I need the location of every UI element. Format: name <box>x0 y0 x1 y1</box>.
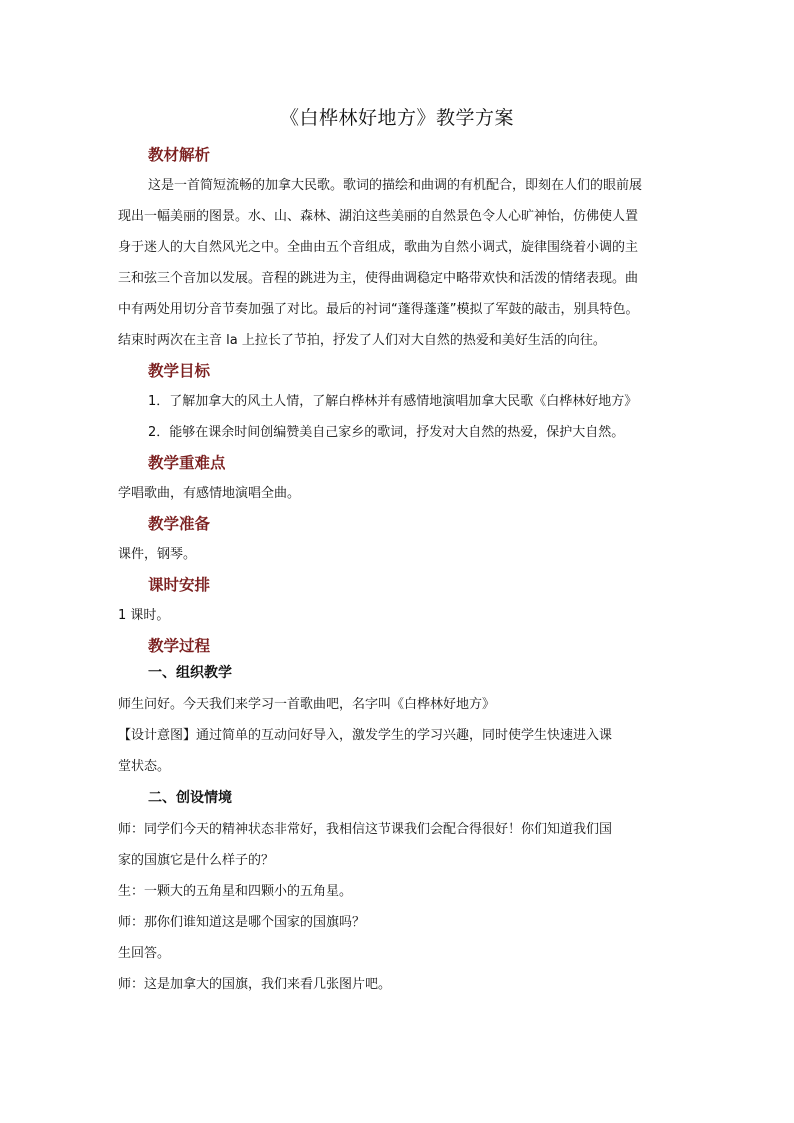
part1-design-line-2: 堂状态。 <box>118 759 171 774</box>
heading-teaching-goals: 教学目标 <box>148 362 211 380</box>
material-line-1: 这是一首简短流畅的加拿大民歌。歌词的描绘和曲调的有机配合，即刻在人们的眼前展 <box>148 178 643 193</box>
goal-item-2: 2．能够在课余时间创编赞美自己家乡的歌词，抒发对大自然的热爱，保护大自然。 <box>148 425 625 440</box>
heading-preparation: 教学准备 <box>148 515 211 533</box>
material-line-4: 三和弦三个音加以发展。音程的跳进为主，使得曲调稳定中略带欢快和活泼的情绪表现。曲 <box>118 271 639 286</box>
part2-teacher-1-line-2: 家的国旗它是什么样子的？ <box>118 853 275 868</box>
document-body <box>118 140 680 1000</box>
heading-part-2: 二、创设情境 <box>148 790 232 806</box>
schedule-text: 1 课时。 <box>118 608 170 623</box>
document-title: 《白桦林好地方》教学方案 <box>279 107 514 129</box>
heading-teaching-process: 教学过程 <box>148 637 211 655</box>
material-line-3: 身于迷人的大自然风光之中。全曲由五个音组成，歌曲为自然小调式，旋律围绕着小调的主 <box>118 240 639 255</box>
heading-material-analysis: 教材解析 <box>148 146 211 164</box>
material-line-2: 现出一幅美丽的图景。水、山、森林、湖泊这些美丽的自然景色令人心旷神怡，仿佛使人置 <box>118 209 639 224</box>
goal-item-1: 1．了解加拿大的风土人情，了解白桦林并有感情地演唱加拿大民歌《白桦林好地方》 <box>148 394 638 409</box>
material-line-6: 结束时两次在主音 la 上拉长了节拍，抒发了人们对大自然的热爱和美好生活的向往。 <box>118 333 606 348</box>
key-points-text: 学唱歌曲，有感情地演唱全曲。 <box>118 486 301 501</box>
part2-student-1: 生：一颗大的五角星和四颗小的五角星。 <box>118 884 353 899</box>
part2-teacher-2: 师：那你们谁知道这是哪个国家的国旗吗？ <box>118 915 366 930</box>
part2-teacher-3: 师：这是加拿大的国旗，我们来看几张图片吧。 <box>118 977 392 992</box>
part1-line-1: 师生问好。今天我们来学习一首歌曲吧，名字叫《白桦林好地方》 <box>118 697 496 712</box>
part2-student-2: 生回答。 <box>118 946 171 961</box>
preparation-text: 课件，钢琴。 <box>118 547 197 562</box>
heading-schedule: 课时安排 <box>148 576 211 594</box>
heading-part-1: 一、组织教学 <box>148 665 232 681</box>
material-line-5: 中有两处用切分音节奏加强了对比。最后的衬词“蓬得蓬蓬”模拟了军鼓的敲击，别具特色。 <box>118 302 639 317</box>
part1-design-line-1: 【设计意图】通过简单的互动问好导入，激发学生的学习兴趣，同时使学生快速进入课 <box>118 728 613 743</box>
part2-teacher-1-line-1: 师：同学们今天的精神状态非常好，我相信这节课我们会配合得很好！你们知道我们国 <box>118 822 613 837</box>
heading-key-points: 教学重难点 <box>148 454 226 472</box>
